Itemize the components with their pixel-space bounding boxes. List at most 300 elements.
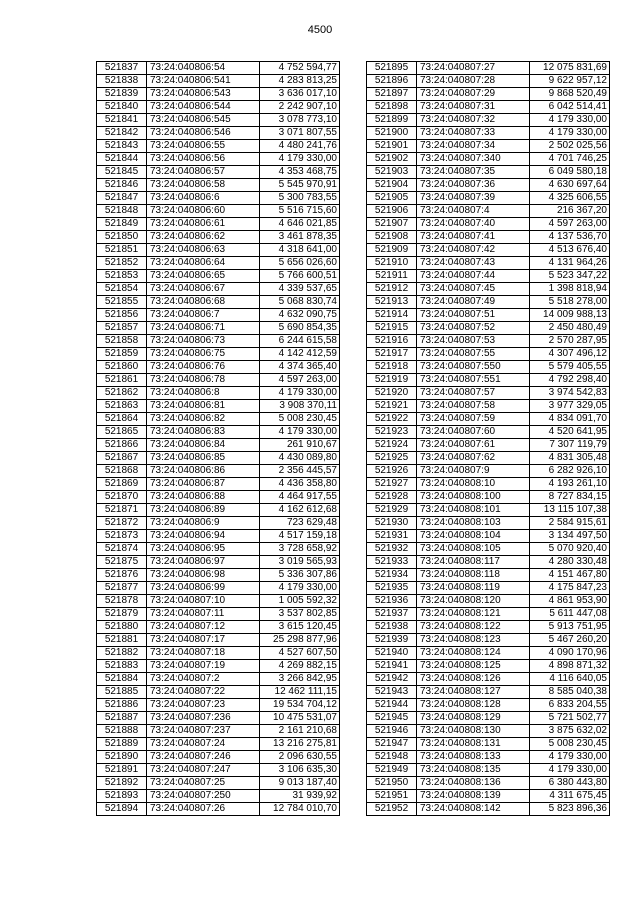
value-cell: 5 300 783,55 — [260, 192, 340, 205]
row-number-cell: 521948 — [367, 751, 417, 764]
table-row — [97, 465, 340, 478]
table-row — [97, 153, 340, 166]
value-cell: 9 868 520,49 — [530, 88, 610, 101]
table-row — [367, 569, 610, 582]
table-row — [367, 478, 610, 491]
cadastral-number-cell: 73:24:040807:52 — [417, 322, 530, 335]
cadastral-number-cell: 73:24:040808:124 — [417, 647, 530, 660]
cadastral-number-cell: 73:24:040808:105 — [417, 543, 530, 556]
table-row — [97, 231, 340, 244]
value-cell: 4 701 746,25 — [530, 153, 610, 166]
value-cell: 6 833 204,55 — [530, 699, 610, 712]
row-number-cell: 521888 — [97, 725, 147, 738]
row-number-cell: 521885 — [97, 686, 147, 699]
row-number-cell: 521904 — [367, 179, 417, 192]
value-cell: 4 513 676,40 — [530, 244, 610, 257]
cadastral-number-cell: 73:24:040808:126 — [417, 673, 530, 686]
cadastral-number-cell: 73:24:040807:29 — [417, 88, 530, 101]
row-number-cell: 521934 — [367, 569, 417, 582]
value-cell: 5 913 751,95 — [530, 621, 610, 634]
row-number-cell: 521848 — [97, 205, 147, 218]
cadastral-number-cell: 73:24:040807:18 — [147, 647, 260, 660]
table-row — [367, 699, 610, 712]
cadastral-number-cell: 73:24:040806:81 — [147, 400, 260, 413]
table-row — [367, 62, 610, 75]
row-number-cell: 521881 — [97, 634, 147, 647]
table-row — [97, 101, 340, 114]
table-row — [97, 270, 340, 283]
value-cell: 261 910,67 — [260, 439, 340, 452]
table-row — [97, 543, 340, 556]
register-table-right — [366, 61, 610, 816]
register-table-left-body — [97, 62, 340, 816]
row-number-cell: 521890 — [97, 751, 147, 764]
row-number-cell: 521883 — [97, 660, 147, 673]
value-cell: 3 615 120,45 — [260, 621, 340, 634]
row-number-cell: 521839 — [97, 88, 147, 101]
table-row — [97, 452, 340, 465]
row-number-cell: 521872 — [97, 517, 147, 530]
row-number-cell: 521902 — [367, 153, 417, 166]
table-row — [97, 426, 340, 439]
cadastral-number-cell: 73:24:040806:55 — [147, 140, 260, 153]
value-cell: 4 142 412,59 — [260, 348, 340, 361]
row-number-cell: 521845 — [97, 166, 147, 179]
row-number-cell: 521855 — [97, 296, 147, 309]
value-cell: 5 068 830,74 — [260, 296, 340, 309]
row-number-cell: 521880 — [97, 621, 147, 634]
table-row — [367, 153, 610, 166]
table-row — [97, 790, 340, 803]
value-cell: 2 242 907,10 — [260, 101, 340, 114]
row-number-cell: 521860 — [97, 361, 147, 374]
row-number-cell: 521846 — [97, 179, 147, 192]
cadastral-number-cell: 73:24:040807:250 — [147, 790, 260, 803]
value-cell: 4 834 091,70 — [530, 413, 610, 426]
row-number-cell: 521939 — [367, 634, 417, 647]
table-row — [367, 738, 610, 751]
value-cell: 4 430 089,80 — [260, 452, 340, 465]
value-cell: 1 005 592,32 — [260, 595, 340, 608]
value-cell: 12 784 010,70 — [260, 803, 340, 816]
table-row — [97, 374, 340, 387]
row-number-cell: 521912 — [367, 283, 417, 296]
row-number-cell: 521898 — [367, 101, 417, 114]
value-cell: 4 597 263,00 — [530, 218, 610, 231]
value-cell: 3 071 807,55 — [260, 127, 340, 140]
row-number-cell: 521871 — [97, 504, 147, 517]
cadastral-number-cell: 73:24:040808:10 — [417, 478, 530, 491]
value-cell: 4 339 537,65 — [260, 283, 340, 296]
table-row — [97, 361, 340, 374]
value-cell: 5 721 502,77 — [530, 712, 610, 725]
row-number-cell: 521896 — [367, 75, 417, 88]
row-number-cell: 521861 — [97, 374, 147, 387]
row-number-cell: 521862 — [97, 387, 147, 400]
table-row — [367, 543, 610, 556]
cadastral-number-cell: 73:24:040806:84 — [147, 439, 260, 452]
table-row — [97, 309, 340, 322]
table-row — [367, 205, 610, 218]
row-number-cell: 521864 — [97, 413, 147, 426]
cadastral-number-cell: 73:24:040806:61 — [147, 218, 260, 231]
value-cell: 3 974 542,83 — [530, 387, 610, 400]
value-cell: 4 630 697,64 — [530, 179, 610, 192]
value-cell: 3 908 370,11 — [260, 400, 340, 413]
table-row — [97, 257, 340, 270]
table-row — [367, 244, 610, 257]
table-row — [367, 673, 610, 686]
table-row — [367, 426, 610, 439]
value-cell: 3 461 878,35 — [260, 231, 340, 244]
table-row — [367, 790, 610, 803]
row-number-cell: 521935 — [367, 582, 417, 595]
value-cell: 4 280 330,48 — [530, 556, 610, 569]
row-number-cell: 521942 — [367, 673, 417, 686]
cadastral-number-cell: 73:24:040806:97 — [147, 556, 260, 569]
row-number-cell: 521877 — [97, 582, 147, 595]
table-row — [97, 608, 340, 621]
table-row — [97, 738, 340, 751]
row-number-cell: 521865 — [97, 426, 147, 439]
cadastral-number-cell: 73:24:040808:100 — [417, 491, 530, 504]
table-row — [97, 504, 340, 517]
value-cell: 4 632 090,75 — [260, 309, 340, 322]
value-cell: 4 318 641,00 — [260, 244, 340, 257]
table-row — [367, 725, 610, 738]
cadastral-number-cell: 73:24:040808:135 — [417, 764, 530, 777]
table-row — [97, 634, 340, 647]
cadastral-number-cell: 73:24:040808:139 — [417, 790, 530, 803]
cadastral-number-cell: 73:24:040806:78 — [147, 374, 260, 387]
table-row — [367, 387, 610, 400]
cadastral-number-cell: 73:24:040806:68 — [147, 296, 260, 309]
cadastral-number-cell: 73:24:040806:60 — [147, 205, 260, 218]
table-row — [367, 751, 610, 764]
cadastral-number-cell: 73:24:040807:2 — [147, 673, 260, 686]
table-row — [367, 803, 610, 816]
cadastral-number-cell: 73:24:040808:123 — [417, 634, 530, 647]
cadastral-number-cell: 73:24:040807:12 — [147, 621, 260, 634]
value-cell: 4 193 261,10 — [530, 478, 610, 491]
cadastral-number-cell: 73:24:040808:127 — [417, 686, 530, 699]
row-number-cell: 521931 — [367, 530, 417, 543]
table-row — [367, 465, 610, 478]
table-row — [367, 400, 610, 413]
row-number-cell: 521930 — [367, 517, 417, 530]
table-row — [367, 101, 610, 114]
value-cell: 9 013 187,40 — [260, 777, 340, 790]
row-number-cell: 521941 — [367, 660, 417, 673]
value-cell: 4 527 607,50 — [260, 647, 340, 660]
cadastral-number-cell: 73:24:040806:86 — [147, 465, 260, 478]
cadastral-number-cell: 73:24:040808:133 — [417, 751, 530, 764]
table-row — [97, 335, 340, 348]
table-row — [367, 660, 610, 673]
row-number-cell: 521916 — [367, 335, 417, 348]
cadastral-number-cell: 73:24:040807:26 — [147, 803, 260, 816]
value-cell: 4 311 675,45 — [530, 790, 610, 803]
cadastral-number-cell: 73:24:040807:23 — [147, 699, 260, 712]
table-row — [97, 322, 340, 335]
row-number-cell: 521893 — [97, 790, 147, 803]
row-number-cell: 521849 — [97, 218, 147, 231]
cadastral-number-cell: 73:24:040808:121 — [417, 608, 530, 621]
cadastral-number-cell: 73:24:040807:33 — [417, 127, 530, 140]
value-cell: 4 792 298,40 — [530, 374, 610, 387]
value-cell: 4 283 813,25 — [260, 75, 340, 88]
value-cell: 4 179 330,00 — [530, 127, 610, 140]
row-number-cell: 521879 — [97, 608, 147, 621]
row-number-cell: 521850 — [97, 231, 147, 244]
table-row — [367, 556, 610, 569]
cadastral-number-cell: 73:24:040806:95 — [147, 543, 260, 556]
row-number-cell: 521869 — [97, 478, 147, 491]
cadastral-number-cell: 73:24:040807:55 — [417, 348, 530, 361]
row-number-cell: 521870 — [97, 491, 147, 504]
table-row — [97, 686, 340, 699]
table-row — [367, 179, 610, 192]
table-row — [97, 777, 340, 790]
row-number-cell: 521929 — [367, 504, 417, 517]
value-cell: 4 179 330,00 — [260, 582, 340, 595]
value-cell: 31 939,92 — [260, 790, 340, 803]
table-row — [367, 764, 610, 777]
table-row — [97, 673, 340, 686]
table-row — [367, 127, 610, 140]
cadastral-number-cell: 73:24:040807:51 — [417, 309, 530, 322]
cadastral-number-cell: 73:24:040807:32 — [417, 114, 530, 127]
table-row — [367, 439, 610, 452]
row-number-cell: 521873 — [97, 530, 147, 543]
cadastral-number-cell: 73:24:040806:73 — [147, 335, 260, 348]
cadastral-number-cell: 73:24:040807:41 — [417, 231, 530, 244]
table-row — [367, 348, 610, 361]
row-number-cell: 521874 — [97, 543, 147, 556]
row-number-cell: 521847 — [97, 192, 147, 205]
cadastral-number-cell: 73:24:040806:543 — [147, 88, 260, 101]
row-number-cell: 521892 — [97, 777, 147, 790]
cadastral-number-cell: 73:24:040806:64 — [147, 257, 260, 270]
cadastral-number-cell: 73:24:040806:65 — [147, 270, 260, 283]
row-number-cell: 521856 — [97, 309, 147, 322]
cadastral-number-cell: 73:24:040808:136 — [417, 777, 530, 790]
row-number-cell: 521886 — [97, 699, 147, 712]
table-row — [367, 413, 610, 426]
value-cell: 2 570 287,95 — [530, 335, 610, 348]
value-cell: 13 115 107,38 — [530, 504, 610, 517]
value-cell: 4 179 330,00 — [260, 426, 340, 439]
row-number-cell: 521933 — [367, 556, 417, 569]
value-cell: 3 875 632,02 — [530, 725, 610, 738]
table-row — [367, 582, 610, 595]
cadastral-number-cell: 73:24:040807:58 — [417, 400, 530, 413]
value-cell: 6 282 926,10 — [530, 465, 610, 478]
cadastral-number-cell: 73:24:040807:42 — [417, 244, 530, 257]
value-cell: 3 019 565,93 — [260, 556, 340, 569]
table-row — [367, 361, 610, 374]
row-number-cell: 521895 — [367, 62, 417, 75]
table-row — [97, 764, 340, 777]
cadastral-number-cell: 73:24:040807:9 — [417, 465, 530, 478]
row-number-cell: 521911 — [367, 270, 417, 283]
row-number-cell: 521936 — [367, 595, 417, 608]
cadastral-number-cell: 73:24:040807:246 — [147, 751, 260, 764]
row-number-cell: 521945 — [367, 712, 417, 725]
table-row — [367, 114, 610, 127]
cadastral-number-cell: 73:24:040807:28 — [417, 75, 530, 88]
row-number-cell: 521919 — [367, 374, 417, 387]
value-cell: 4 179 330,00 — [260, 387, 340, 400]
table-row — [97, 660, 340, 673]
cadastral-number-cell: 73:24:040806:57 — [147, 166, 260, 179]
cadastral-number-cell: 73:24:040806:9 — [147, 517, 260, 530]
value-cell: 723 629,48 — [260, 517, 340, 530]
value-cell: 13 216 275,81 — [260, 738, 340, 751]
value-cell: 4 436 358,80 — [260, 478, 340, 491]
cadastral-number-cell: 73:24:040806:71 — [147, 322, 260, 335]
cadastral-number-cell: 73:24:040807:551 — [417, 374, 530, 387]
cadastral-number-cell: 73:24:040807:60 — [417, 426, 530, 439]
table-row — [367, 218, 610, 231]
table-row — [97, 530, 340, 543]
cadastral-number-cell: 73:24:040806:99 — [147, 582, 260, 595]
value-cell: 5 656 026,60 — [260, 257, 340, 270]
row-number-cell: 521947 — [367, 738, 417, 751]
cadastral-number-cell: 73:24:040806:75 — [147, 348, 260, 361]
table-row — [97, 244, 340, 257]
value-cell: 2 450 480,49 — [530, 322, 610, 335]
value-cell: 4 179 330,00 — [530, 764, 610, 777]
value-cell: 4 137 536,70 — [530, 231, 610, 244]
cadastral-number-cell: 73:24:040807:550 — [417, 361, 530, 374]
table-row — [97, 556, 340, 569]
row-number-cell: 521950 — [367, 777, 417, 790]
table-row — [367, 491, 610, 504]
cadastral-number-cell: 73:24:040807:49 — [417, 296, 530, 309]
table-row — [367, 257, 610, 270]
row-number-cell: 521900 — [367, 127, 417, 140]
page-number: 4500 — [307, 24, 333, 36]
row-number-cell: 521841 — [97, 114, 147, 127]
table-row — [367, 192, 610, 205]
table-row — [97, 491, 340, 504]
cadastral-number-cell: 73:24:040808:103 — [417, 517, 530, 530]
cadastral-number-cell: 73:24:040807:53 — [417, 335, 530, 348]
table-row — [367, 595, 610, 608]
table-row — [367, 647, 610, 660]
value-cell: 4 464 917,55 — [260, 491, 340, 504]
cadastral-number-cell: 73:24:040807:17 — [147, 634, 260, 647]
row-number-cell: 521915 — [367, 322, 417, 335]
cadastral-number-cell: 73:24:040806:6 — [147, 192, 260, 205]
value-cell: 5 008 230,45 — [260, 413, 340, 426]
table-row — [367, 283, 610, 296]
value-cell: 3 728 658,92 — [260, 543, 340, 556]
cadastral-number-cell: 73:24:040808:117 — [417, 556, 530, 569]
table-row — [97, 751, 340, 764]
value-cell: 5 516 715,60 — [260, 205, 340, 218]
value-cell: 4 831 305,48 — [530, 452, 610, 465]
value-cell: 8 585 040,38 — [530, 686, 610, 699]
value-cell: 5 823 896,36 — [530, 803, 610, 816]
value-cell: 4 752 594,77 — [260, 62, 340, 75]
cadastral-number-cell: 73:24:040806:85 — [147, 452, 260, 465]
row-number-cell: 521937 — [367, 608, 417, 621]
table-row — [367, 335, 610, 348]
cadastral-number-cell: 73:24:040808:130 — [417, 725, 530, 738]
row-number-cell: 521884 — [97, 673, 147, 686]
value-cell: 7 307 119,79 — [530, 439, 610, 452]
value-cell: 4 162 612,68 — [260, 504, 340, 517]
table-row — [97, 725, 340, 738]
table-row — [97, 127, 340, 140]
cadastral-number-cell: 73:24:040807:34 — [417, 140, 530, 153]
row-number-cell: 521875 — [97, 556, 147, 569]
table-row — [97, 413, 340, 426]
row-number-cell: 521940 — [367, 647, 417, 660]
cadastral-number-cell: 73:24:040807:61 — [417, 439, 530, 452]
value-cell: 4 151 467,80 — [530, 569, 610, 582]
table-row — [367, 140, 610, 153]
cadastral-number-cell: 73:24:040806:54 — [147, 62, 260, 75]
table-row — [367, 530, 610, 543]
row-number-cell: 521891 — [97, 764, 147, 777]
cadastral-number-cell: 73:24:040807:19 — [147, 660, 260, 673]
value-cell: 4 520 641,95 — [530, 426, 610, 439]
cadastral-number-cell: 73:24:040807:247 — [147, 764, 260, 777]
value-cell: 1 398 818,94 — [530, 283, 610, 296]
value-cell: 3 636 017,10 — [260, 88, 340, 101]
table-row — [367, 517, 610, 530]
value-cell: 2 096 630,55 — [260, 751, 340, 764]
table-row — [367, 75, 610, 88]
row-number-cell: 521913 — [367, 296, 417, 309]
table-row — [97, 582, 340, 595]
table-row — [367, 712, 610, 725]
row-number-cell: 521952 — [367, 803, 417, 816]
row-number-cell: 521909 — [367, 244, 417, 257]
value-cell: 4 597 263,00 — [260, 374, 340, 387]
table-row — [97, 439, 340, 452]
cadastral-number-cell: 73:24:040806:87 — [147, 478, 260, 491]
row-number-cell: 521924 — [367, 439, 417, 452]
cadastral-number-cell: 73:24:040806:63 — [147, 244, 260, 257]
row-number-cell: 521867 — [97, 452, 147, 465]
value-cell: 5 690 854,35 — [260, 322, 340, 335]
cadastral-number-cell: 73:24:040807:35 — [417, 166, 530, 179]
table-row — [97, 296, 340, 309]
cadastral-number-cell: 73:24:040808:119 — [417, 582, 530, 595]
row-number-cell: 521901 — [367, 140, 417, 153]
table-row — [97, 88, 340, 101]
value-cell: 5 336 307,86 — [260, 569, 340, 582]
value-cell: 5 518 278,00 — [530, 296, 610, 309]
table-row — [367, 452, 610, 465]
row-number-cell: 521946 — [367, 725, 417, 738]
cadastral-number-cell: 73:24:040807:44 — [417, 270, 530, 283]
value-cell: 2 356 445,57 — [260, 465, 340, 478]
value-cell: 4 646 021,85 — [260, 218, 340, 231]
value-cell: 6 042 514,41 — [530, 101, 610, 114]
table-row — [97, 478, 340, 491]
cadastral-number-cell: 73:24:040807:62 — [417, 452, 530, 465]
table-row — [367, 322, 610, 335]
value-cell: 5 579 405,55 — [530, 361, 610, 374]
row-number-cell: 521905 — [367, 192, 417, 205]
cadastral-number-cell: 73:24:040807:4 — [417, 205, 530, 218]
value-cell: 19 534 704,12 — [260, 699, 340, 712]
